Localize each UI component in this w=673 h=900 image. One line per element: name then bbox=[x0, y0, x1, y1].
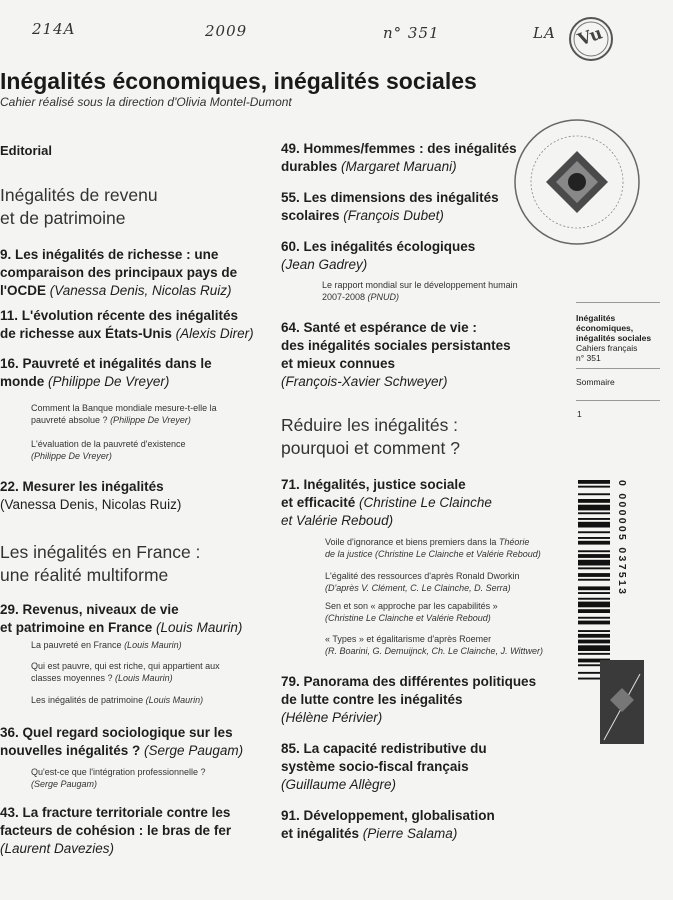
barcode-bar bbox=[578, 617, 610, 619]
barcode-bar bbox=[578, 598, 610, 600]
toc-entry: 16. Pauvreté et inégalités dans le monde (Philippe De Vreyer) bbox=[0, 356, 212, 389]
barcode-bar bbox=[578, 537, 610, 539]
page-title: Inégalités économiques, inégalités sociales bbox=[0, 68, 477, 94]
handwritten-note: n° 351 bbox=[383, 24, 440, 42]
page-subtitle: Cahier réalisé sous la direction d'Olivia Montel-Dumont bbox=[0, 95, 292, 109]
section-heading: Inégalités de revenu et de patrimoine bbox=[0, 185, 158, 228]
barcode-bar bbox=[578, 486, 610, 488]
toc-entry: 36. Quel regard sociologique sur les nouvelles inégalités ? (Serge Paugam) bbox=[0, 725, 244, 758]
vu-stamp: Vu bbox=[566, 14, 616, 64]
publisher-logo bbox=[600, 660, 644, 744]
barcode-bar bbox=[578, 531, 610, 533]
barcode-bar bbox=[578, 560, 610, 566]
toc-entry: 60. Les inégalités écologiques (Jean Gadrey) bbox=[281, 239, 476, 272]
barcode-bar bbox=[578, 512, 610, 514]
handwritten-note: 214A bbox=[32, 20, 76, 38]
handwritten-note: LA bbox=[533, 24, 556, 42]
toc-subentry: Sen et son « approche par les capabilités » (Christine Le Clainche et Valérie Reboud) bbox=[325, 601, 498, 623]
barcode-bar bbox=[578, 640, 610, 644]
barcode-bar bbox=[578, 645, 610, 651]
toc-entry: 91. Développement, globalisation et inégalités (Pierre Salama) bbox=[281, 808, 495, 841]
toc-entry: 85. La capacité redistributive du système socio-fiscal français (Guillaume Allègre) bbox=[281, 741, 487, 792]
barcode-bar bbox=[578, 630, 610, 632]
barcode-bar bbox=[578, 579, 610, 581]
divider bbox=[576, 400, 660, 401]
section-heading: Les inégalités en France : une réalité multiforme bbox=[0, 542, 201, 585]
library-stamp bbox=[508, 113, 646, 251]
toc-entry: 29. Revenus, niveaux de vie et patrimoine en France (Louis Maurin) bbox=[0, 602, 243, 635]
barcode-bar bbox=[578, 480, 610, 484]
toc-entry: 55. Les dimensions des inégalités scolaires (François Dubet) bbox=[281, 190, 499, 223]
barcode-bar bbox=[578, 550, 610, 552]
barcode-bar bbox=[578, 567, 610, 569]
barcode-bar bbox=[578, 493, 610, 495]
toc-entry: 11. L'évolution récente des inégalités de richesse aux États-Unis (Alexis Direr) bbox=[0, 308, 254, 341]
page-number: 1 bbox=[577, 409, 582, 419]
toc-entry: 9. Les inégalités de richesse : une comparaison des principaux pays de l'OCDE (Vanessa Denis, Nicolas Ruiz) bbox=[0, 247, 238, 298]
toc-subentry: La pauvreté en France (Louis Maurin) bbox=[31, 640, 182, 650]
barcode-bar bbox=[578, 602, 610, 608]
barcode-bar bbox=[578, 621, 610, 625]
toc-entry: 22. Mesurer les inégalités (Vanessa Denis, Nicolas Ruiz) bbox=[0, 479, 182, 512]
barcode-bar bbox=[578, 554, 610, 558]
barcode-bar bbox=[578, 609, 610, 613]
toc-subentry: L'égalité des ressources d'après Ronald Dworkin (D'après V. Clément, C. Le Clainche, D. Serra) bbox=[325, 571, 520, 593]
toc-subentry: Qu'est-ce que l'intégration professionnelle ? (Serge Paugam) bbox=[31, 767, 206, 789]
sommaire-label: Sommaire bbox=[576, 377, 615, 387]
barcode-bar bbox=[578, 634, 610, 638]
toc-subentry: Les inégalités de patrimoine (Louis Maurin) bbox=[31, 695, 204, 705]
barcode-digits: 0 000005 037513 bbox=[616, 480, 628, 597]
divider bbox=[576, 368, 660, 369]
toc-entry: 71. Inégalités, justice sociale et efficacité (Christine Le Clainche et Valérie Reboud) bbox=[281, 477, 492, 528]
toc-subentry: Voile d'ignorance et biens premiers dans la Théorie de la justice (Christine Le Clainche et Valérie Reboud) bbox=[325, 537, 541, 559]
toc-entry: 64. Santé et espérance de vie : des inégalités sociales persistantes et mieux connues (François-Xavier Schweyer) bbox=[281, 320, 511, 389]
barcode-bar bbox=[578, 586, 610, 590]
barcode-bar bbox=[578, 592, 610, 594]
toc-subentry: L'évaluation de la pauvreté d'existence (Philippe De Vreyer) bbox=[31, 439, 186, 461]
toc-entry: 43. La fracture territoriale contre les facteurs de cohésion : le bras de fer (Laurent Davezies) bbox=[0, 805, 232, 856]
toc-subentry: « Types » et égalitarisme d'après Roemer (R. Boarini, G. Demuijnck, Ch. Le Clainche, J. Wittwer) bbox=[325, 634, 543, 656]
barcode-bar bbox=[578, 518, 610, 520]
toc-entry: 79. Panorama des différentes politiques de lutte contre les inégalités (Hélène Périvier) bbox=[281, 674, 537, 725]
toc-entry: 49. Hommes/femmes : des inégalités durables (Margaret Maruani) bbox=[281, 141, 517, 174]
barcode-bar bbox=[578, 505, 610, 511]
handwritten-note: 2009 bbox=[205, 22, 248, 40]
barcode-bar bbox=[578, 541, 610, 545]
divider bbox=[576, 302, 660, 303]
toc-subentry: Comment la Banque mondiale mesure-t-elle la pauvreté absolue ? (Philippe De Vreyer) bbox=[31, 403, 217, 425]
toc-subentry: Le rapport mondial sur le développement humain 2007-2008 (PNUD) bbox=[322, 280, 518, 302]
barcode-bar bbox=[578, 499, 610, 503]
editorial-entry: Editorial bbox=[0, 143, 53, 158]
barcode-bar bbox=[578, 653, 610, 655]
barcode-bar bbox=[578, 522, 610, 528]
sidebar-info: Inégalités économiques, inégalités sociales Cahiers français n° 351 bbox=[576, 313, 652, 363]
toc-subentry: Qui est pauvre, qui est riche, qui appartient aux classes moyennes ? (Louis Maurin) bbox=[31, 661, 220, 683]
section-heading: Réduire les inégalités : pourquoi et comment ? bbox=[281, 415, 460, 458]
barcode-bar bbox=[578, 573, 610, 577]
